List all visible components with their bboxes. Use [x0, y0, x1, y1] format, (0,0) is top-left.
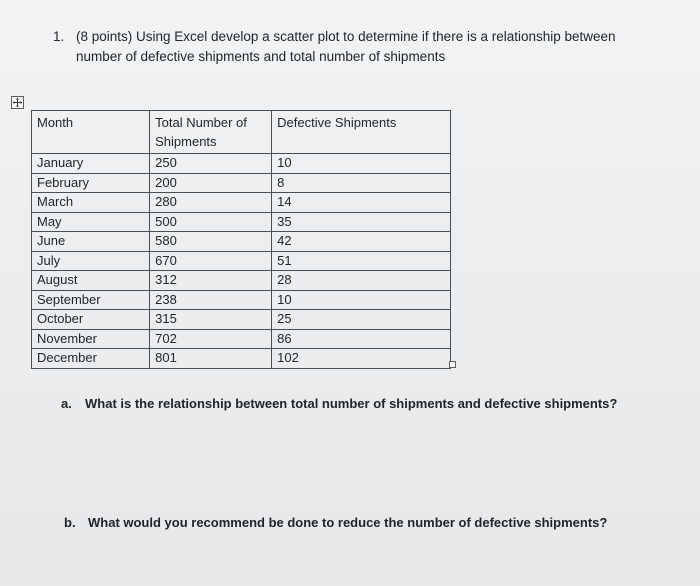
table-header-row [32, 111, 451, 154]
question-text-line-1: (8 points) Using Excel develop a scatter plot to determine if there is a relationship between [76, 29, 616, 44]
cell-month[interactable]: September [32, 290, 150, 310]
table-row [32, 154, 451, 174]
cell-total[interactable]: 280 [150, 193, 272, 213]
table-row [32, 251, 451, 271]
table-row [32, 329, 451, 349]
question-text-line-2: number of defective shipments and total number of shipments [76, 49, 446, 64]
cell-month[interactable]: March [32, 193, 150, 213]
table-row [32, 349, 451, 369]
cell-defective[interactable]: 42 [272, 232, 451, 252]
table-row [32, 193, 451, 213]
table-row [32, 212, 451, 232]
header-total-shipments[interactable] [150, 111, 272, 154]
cell-month[interactable]: May [32, 212, 150, 232]
cell-total[interactable]: 801 [150, 349, 272, 369]
table-move-handle-icon[interactable] [11, 96, 24, 109]
table-row [32, 173, 451, 193]
cell-defective[interactable]: 51 [272, 251, 451, 271]
cell-defective[interactable]: 35 [272, 212, 451, 232]
header-month[interactable]: Month [32, 111, 150, 154]
cell-defective[interactable]: 28 [272, 271, 451, 291]
cell-defective[interactable]: 10 [272, 290, 451, 310]
cell-month[interactable]: October [32, 310, 150, 330]
cell-month[interactable]: June [32, 232, 150, 252]
cell-month[interactable]: July [32, 251, 150, 271]
cell-defective[interactable]: 102 [272, 349, 451, 369]
cell-month[interactable]: February [32, 173, 150, 193]
cell-total[interactable]: 250 [150, 154, 272, 174]
question-number: 1. [53, 29, 65, 44]
cell-month[interactable]: January [32, 154, 150, 174]
table-resize-handle-icon[interactable] [449, 361, 456, 368]
cell-total[interactable]: 238 [150, 290, 272, 310]
shipments-table [31, 110, 451, 369]
table-row [32, 290, 451, 310]
cell-total[interactable]: 312 [150, 271, 272, 291]
cell-total[interactable]: 315 [150, 310, 272, 330]
cell-defective[interactable]: 8 [272, 173, 451, 193]
header-total-line-1: Total Number of [155, 115, 247, 130]
cell-month[interactable]: November [32, 329, 150, 349]
cell-total[interactable]: 580 [150, 232, 272, 252]
cell-total[interactable]: 500 [150, 212, 272, 232]
cell-total[interactable]: 200 [150, 173, 272, 193]
sub-question-b-text: What would you recommend be done to reduce the number of defective shipments? [88, 515, 608, 530]
cell-month[interactable]: August [32, 271, 150, 291]
cell-total[interactable]: 670 [150, 251, 272, 271]
cell-month[interactable]: December [32, 349, 150, 369]
cell-defective[interactable]: 86 [272, 329, 451, 349]
table-row [32, 232, 451, 252]
cell-defective[interactable]: 14 [272, 193, 451, 213]
cell-total[interactable]: 702 [150, 329, 272, 349]
cell-defective[interactable]: 10 [272, 154, 451, 174]
table-row [32, 310, 451, 330]
header-defective-shipments[interactable]: Defective Shipments [272, 111, 451, 154]
sub-question-b-letter: b. [64, 515, 76, 530]
cell-defective[interactable]: 25 [272, 310, 451, 330]
sub-question-a-letter: a. [61, 396, 72, 411]
table-row [32, 271, 451, 291]
sub-question-a-text: What is the relationship between total number of shipments and defective shipments? [85, 396, 618, 411]
header-total-line-2: Shipments [155, 134, 217, 149]
